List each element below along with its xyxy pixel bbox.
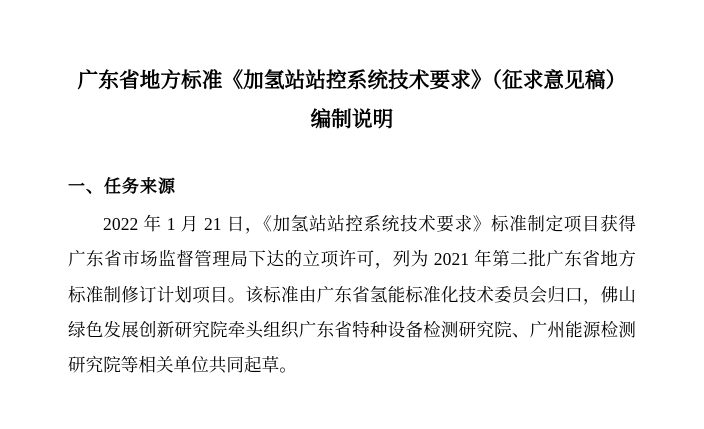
paragraph-text: 2022 年 1 月 21 日，《加氢站站控系统技术要求》标准制定项目获得广东省市场监督管理局下达的立项许可，列为 2021 年第二批广东省地方标准制修订计划项目。该标准由广东省氢能标准化技术委员会归口，佛山绿色发展创新研究院牵头组织广东省特种设备检测研究院、广州能源检测研究院等相关单位共同起草。 [68, 213, 636, 376]
title-line-1: 广东省地方标准《加氢站站控系统技术要求》（征求意见稿） [77, 70, 627, 92]
section-paragraph-task-source [68, 207, 636, 384]
page-title [68, 62, 636, 140]
section-heading-task-source: 一、任务来源 [68, 176, 176, 196]
title-line-2: 编制说明 [310, 108, 394, 131]
